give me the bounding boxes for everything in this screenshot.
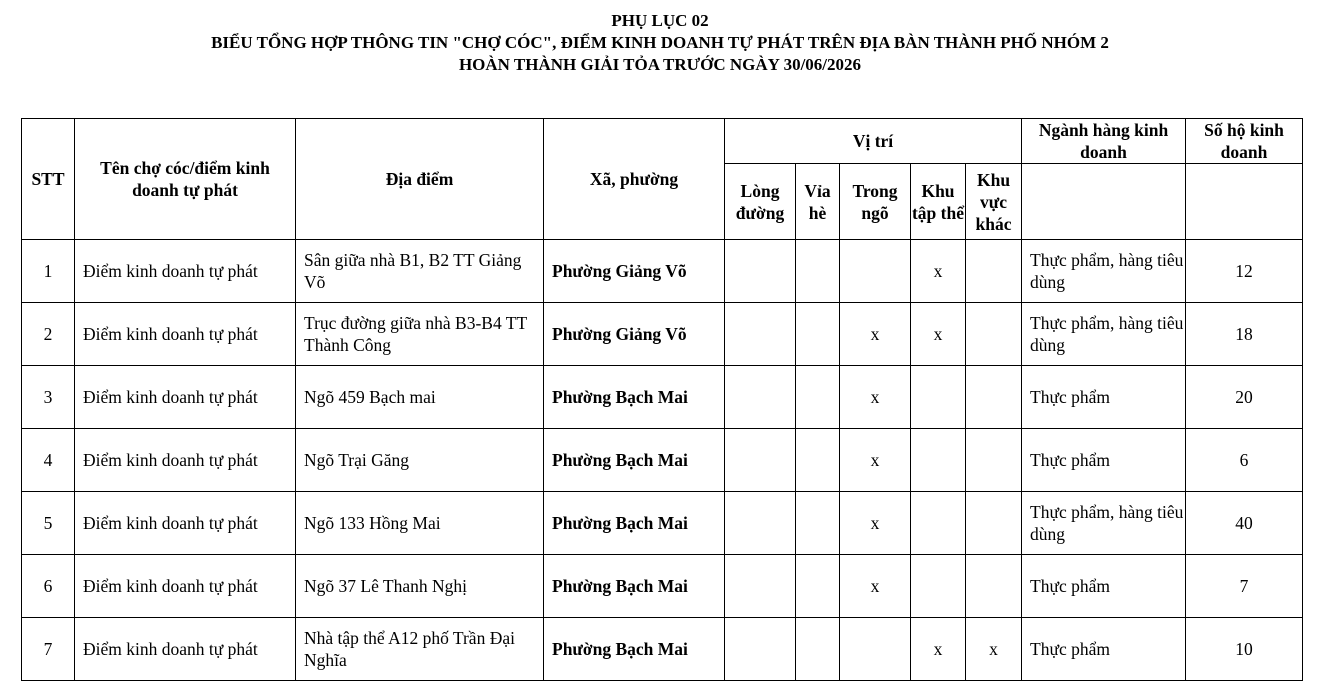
cell-roadway xyxy=(725,240,796,303)
cell-ward: Phường Giảng Võ xyxy=(544,240,725,303)
table-row xyxy=(22,240,1303,303)
document-title: BIỂU TỔNG HỢP THÔNG TIN "CHỢ CÓC", ĐIỂM KINH DOANH TỰ PHÁT TRÊN ĐỊA BÀN THÀNH PHỐ NHÓM 2 xyxy=(211,33,1109,52)
cell-name: Điểm kinh doanh tự phát xyxy=(75,366,296,429)
cell-roadway xyxy=(725,303,796,366)
header-households-blank xyxy=(1186,164,1303,240)
cell-sidewalk xyxy=(796,618,840,681)
header-location: Địa điểm xyxy=(296,119,544,240)
cell-ward: Phường Bạch Mai xyxy=(544,618,725,681)
header-name: Tên chợ cóc/điểm kinh doanh tự phát xyxy=(75,119,296,240)
document-subtitle: HOÀN THÀNH GIẢI TỎA TRƯỚC NGÀY 30/06/2026 xyxy=(458,55,862,74)
table-row xyxy=(22,618,1303,681)
cell-other xyxy=(966,240,1022,303)
header-goods: Ngành hàng kinh doanh xyxy=(1022,119,1186,164)
cell-collective xyxy=(911,429,966,492)
cell-alley xyxy=(840,618,911,681)
cell-location: Ngõ 133 Hồng Mai xyxy=(296,492,544,555)
cell-households: 10 xyxy=(1186,618,1303,681)
cell-roadway xyxy=(725,429,796,492)
cell-alley xyxy=(840,240,911,303)
cell-roadway xyxy=(725,366,796,429)
header-households: Số hộ kinh doanh xyxy=(1186,119,1303,164)
appendix-title: PHỤ LỤC 02 xyxy=(611,11,709,30)
header-collective: Khu tập thể xyxy=(911,164,966,240)
cell-stt: 1 xyxy=(22,240,75,303)
cell-ward: Phường Bạch Mai xyxy=(544,429,725,492)
cell-roadway xyxy=(725,492,796,555)
cell-name: Điểm kinh doanh tự phát xyxy=(75,303,296,366)
cell-households: 7 xyxy=(1186,555,1303,618)
header-roadway: Lòng đường xyxy=(725,164,796,240)
cell-other xyxy=(966,492,1022,555)
cell-sidewalk xyxy=(796,240,840,303)
header-ward: Xã, phường xyxy=(544,119,725,240)
table-row xyxy=(22,366,1303,429)
cell-roadway xyxy=(725,618,796,681)
cell-alley: x xyxy=(840,429,911,492)
cell-stt: 6 xyxy=(22,555,75,618)
cell-goods: Thực phẩm, hàng tiêu dùng xyxy=(1022,240,1186,303)
cell-goods: Thực phẩm, hàng tiêu dùng xyxy=(1022,492,1186,555)
document-header xyxy=(0,0,1320,76)
cell-roadway xyxy=(725,555,796,618)
cell-stt: 2 xyxy=(22,303,75,366)
cell-location: Sân giữa nhà B1, B2 TT Giảng Võ xyxy=(296,240,544,303)
table-header-row xyxy=(22,119,1303,164)
cell-alley: x xyxy=(840,492,911,555)
cell-name: Điểm kinh doanh tự phát xyxy=(75,240,296,303)
cell-other: x xyxy=(966,618,1022,681)
cell-other xyxy=(966,429,1022,492)
cell-collective xyxy=(911,555,966,618)
cell-name: Điểm kinh doanh tự phát xyxy=(75,492,296,555)
cell-location: Ngõ 459 Bạch mai xyxy=(296,366,544,429)
cell-goods: Thực phẩm xyxy=(1022,366,1186,429)
table-row xyxy=(22,429,1303,492)
cell-households: 12 xyxy=(1186,240,1303,303)
cell-goods: Thực phẩm xyxy=(1022,618,1186,681)
header-goods-blank xyxy=(1022,164,1186,240)
cell-stt: 4 xyxy=(22,429,75,492)
cell-households: 20 xyxy=(1186,366,1303,429)
cell-location: Ngõ 37 Lê Thanh Nghị xyxy=(296,555,544,618)
cell-households: 18 xyxy=(1186,303,1303,366)
cell-collective xyxy=(911,366,966,429)
cell-sidewalk xyxy=(796,555,840,618)
header-sidewalk: Vỉa hè xyxy=(796,164,840,240)
cell-alley: x xyxy=(840,366,911,429)
summary-table xyxy=(21,118,1303,681)
cell-stt: 5 xyxy=(22,492,75,555)
cell-sidewalk xyxy=(796,366,840,429)
cell-sidewalk xyxy=(796,303,840,366)
cell-location: Nhà tập thể A12 phố Trần Đại Nghĩa xyxy=(296,618,544,681)
cell-goods: Thực phẩm xyxy=(1022,429,1186,492)
cell-sidewalk xyxy=(796,492,840,555)
cell-ward: Phường Bạch Mai xyxy=(544,492,725,555)
header-position: Vị trí xyxy=(725,119,1022,164)
cell-stt: 3 xyxy=(22,366,75,429)
cell-households: 6 xyxy=(1186,429,1303,492)
cell-location: Trục đường giữa nhà B3-B4 TT Thành Công xyxy=(296,303,544,366)
cell-name: Điểm kinh doanh tự phát xyxy=(75,555,296,618)
table-row xyxy=(22,555,1303,618)
cell-location: Ngõ Trại Găng xyxy=(296,429,544,492)
cell-stt: 7 xyxy=(22,618,75,681)
cell-other xyxy=(966,303,1022,366)
cell-collective: x xyxy=(911,240,966,303)
cell-collective: x xyxy=(911,618,966,681)
header-other: Khu vực khác xyxy=(966,164,1022,240)
cell-collective: x xyxy=(911,303,966,366)
cell-goods: Thực phẩm xyxy=(1022,555,1186,618)
table-row xyxy=(22,492,1303,555)
header-stt: STT xyxy=(22,119,75,240)
cell-sidewalk xyxy=(796,429,840,492)
cell-ward: Phường Bạch Mai xyxy=(544,555,725,618)
cell-households: 40 xyxy=(1186,492,1303,555)
cell-name: Điểm kinh doanh tự phát xyxy=(75,429,296,492)
header-alley: Trong ngõ xyxy=(840,164,911,240)
cell-goods: Thực phẩm, hàng tiêu dùng xyxy=(1022,303,1186,366)
table-row xyxy=(22,303,1303,366)
cell-other xyxy=(966,555,1022,618)
cell-collective xyxy=(911,492,966,555)
cell-ward: Phường Giảng Võ xyxy=(544,303,725,366)
cell-alley: x xyxy=(840,303,911,366)
cell-alley: x xyxy=(840,555,911,618)
cell-name: Điểm kinh doanh tự phát xyxy=(75,618,296,681)
cell-ward: Phường Bạch Mai xyxy=(544,366,725,429)
cell-other xyxy=(966,366,1022,429)
